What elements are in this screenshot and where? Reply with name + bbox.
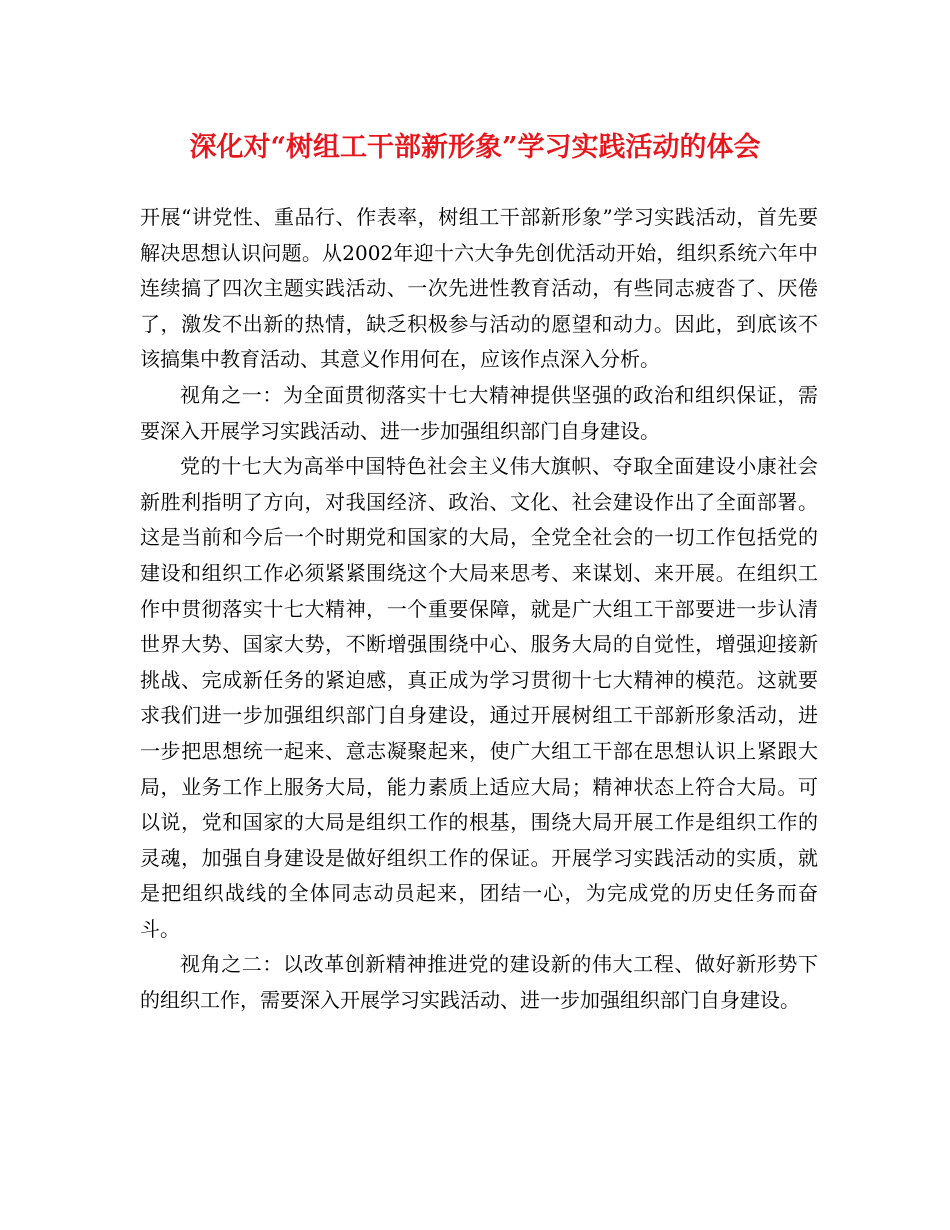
- document-body: [140, 200, 818, 1019]
- paragraph-perspective-two: 视角之二：以改革创新精神推进党的建设新的伟大工程、做好新形势下的组织工作，需要深入开展学习实践活动、进一步加强组织部门自身建设。: [140, 952, 818, 1013]
- paragraph-perspective-one: 视角之一：为全面贯彻落实十七大精神提供坚强的政治和组织保证，需要深入开展学习实践活动、进一步加强组织部门自身建设。: [140, 382, 818, 443]
- paragraph-seventeenth-congress: 党的十七大为高举中国特色社会主义伟大旗帜、夺取全面建设小康社会新胜利指明了方向，对我国经济、政治、文化、社会建设作出了全面部署。这是当前和今后一个时期党和国家的大局，全党全社会的一切工作包括党的建设和组织工作必须紧紧围绕这个大局来思考、来谋划、来开展。在组织工作中贯彻落实十七大精神，一个重要保障，就是广大组工干部要进一步认清世界大势、国家大势，不断增强围绕中心、服务大局的自觉性，增强迎接新挑战、完成新任务的紧迫感，真正成为学习贯彻十七大精神的模范。这就要求我们进一步加强组织部门自身建设，通过开展树组工干部新形象活动，进一步把思想统一起来、意志凝聚起来，使广大组工干部在思想认识上紧跟大局，业务工作上服务大局，能力素质上适应大局；精神状态上符合大局。可以说，党和国家的大局是组织工作的根基，围绕大局开展工作是组织工作的灵魂，加强自身建设是做好组织工作的保证。开展学习实践活动的实质，就是把组织战线的全体同志动员起来，团结一心，为完成党的历史任务而奋斗。: [140, 454, 818, 941]
- document-title: 深化对“树组工干部新形象”学习实践活动的体会: [189, 132, 761, 163]
- paragraph-intro: 开展“讲党性、重品行、作表率，树组工干部新形象”学习实践活动，首先要解决思想认识问题。从2002年迎十六大争先创优活动开始，组织系统六年中连续搞了四次主题实践活动、一次先进性教育活动，有些同志疲沓了、厌倦了，激发不出新的热情，缺乏积极参与活动的愿望和动力。因此，到底该不该搞集中教育活动、其意义作用何在，应该作点深入分析。: [140, 205, 818, 372]
